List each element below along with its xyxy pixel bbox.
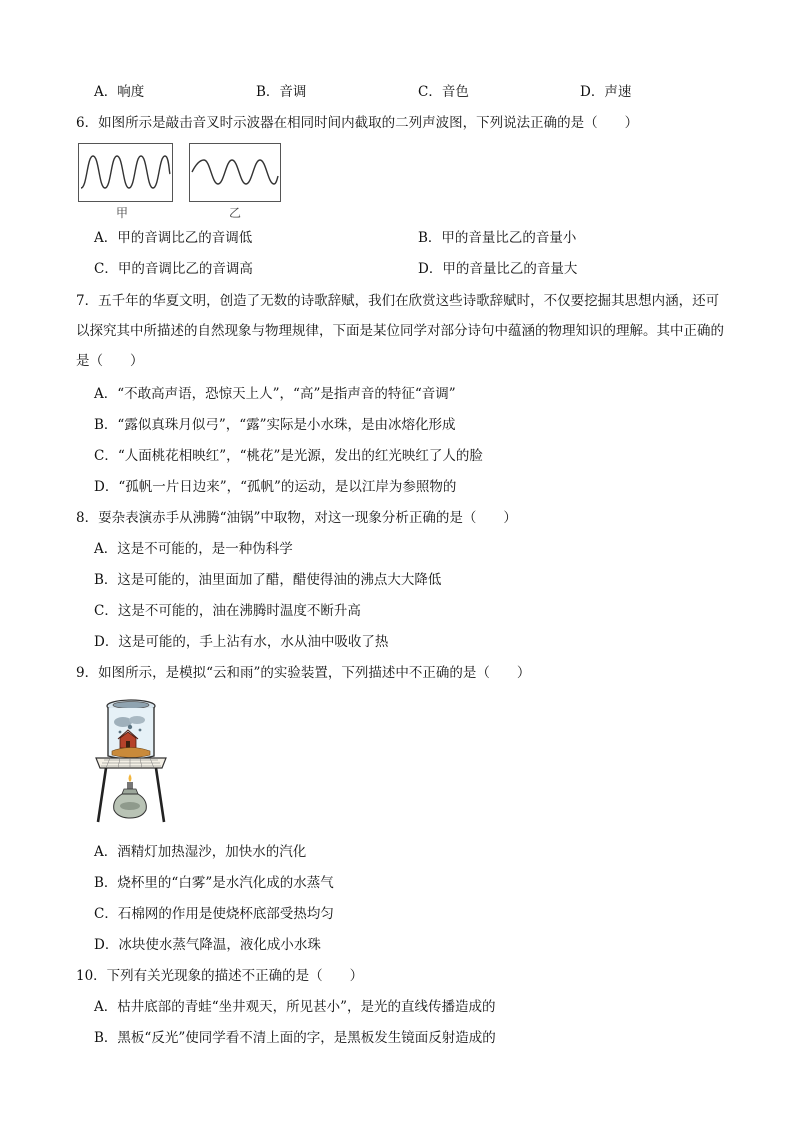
q8-option-d: D．这是可能的，手上沾有水，水从油中吸收了热 xyxy=(94,634,389,650)
q6-option-c: C．甲的音调比乙的音调高 xyxy=(94,261,253,277)
q6-option-d: D．甲的音量比乙的音量大 xyxy=(418,261,578,277)
waveform-jia-graph xyxy=(79,144,171,200)
waveform-jia-figure xyxy=(78,143,173,202)
q10-option-b: B．黑板“反光”使同学看不清上面的字，是黑板发生镜面反射造成的 xyxy=(94,1030,496,1046)
waveform-yi-figure xyxy=(189,143,281,202)
q7-option-c: C．“人面桃花相映红”，“桃花”是光源，发出的红光映红了人的脸 xyxy=(94,448,483,464)
waveform-jia-label: 甲 xyxy=(116,206,129,220)
q7-option-a: A．“不敢高声语，恐惊天上人”，“高”是指声音的特征“音调” xyxy=(94,386,456,402)
q6-stem: 6．如图所示是敲击音叉时示波器在相同时间内截取的二列声波图，下列说法正确的是（ ） xyxy=(76,115,639,131)
q8-option-a: A．这是不可能的，是一种伪科学 xyxy=(94,541,293,557)
q8-option-b: B．这是可能的，油里面加了醋，醋使得油的沸点大大降低 xyxy=(94,572,442,588)
waveform-yi-label: 乙 xyxy=(229,206,242,220)
q7-option-d: D．“孤帆一片日边来”，“孤帆”的运动，是以江岸为参照物的 xyxy=(94,479,457,495)
q5-option-d: D．声速 xyxy=(580,84,632,100)
q6-option-a: A．甲的音调比乙的音调低 xyxy=(94,230,253,246)
q9-option-b: B．烧杯里的“白雾”是水汽化成的水蒸气 xyxy=(94,875,334,891)
q9-option-d: D．冰块使水蒸气降温，液化成小水珠 xyxy=(94,937,321,953)
q5-option-b: B．音调 xyxy=(256,84,307,100)
q6-option-b: B．甲的音量比乙的音量小 xyxy=(418,230,577,246)
q8-stem: 8．耍杂表演赤手从沸腾“油锅”中取物，对这一现象分析正确的是（ ） xyxy=(76,510,517,526)
cloud-rain-apparatus-figure xyxy=(90,696,172,826)
waveform-yi-graph xyxy=(190,144,279,200)
q9-stem: 9．如图所示，是模拟“云和雨”的实验装置，下列描述中不正确的是（ ） xyxy=(76,665,531,681)
q9-option-c: C．石棉网的作用是使烧杯底部受热均匀 xyxy=(94,906,334,922)
q7-option-b: B．“露似真珠月似弓”，“露”实际是小水珠，是由冰熔化形成 xyxy=(94,417,456,433)
q9-option-a: A．酒精灯加热湿沙，加快水的汽化 xyxy=(94,844,307,860)
q10-stem: 10．下列有关光现象的描述不正确的是（ ） xyxy=(76,968,364,984)
q5-option-a: A．响度 xyxy=(94,84,145,100)
q5-option-c: C．音色 xyxy=(418,84,469,100)
q8-option-c: C．这是不可能的，油在沸腾时温度不断升高 xyxy=(94,603,361,619)
q10-option-a: A．枯井底部的青蛙“坐井观天，所见甚小”，是光的直线传播造成的 xyxy=(94,999,496,1015)
q7-stem: 7．五千年的华夏文明，创造了无数的诗歌辞赋，我们在欣赏这些诗歌辞赋时，不仅要挖掘其思想内涵，还可以探究其中所描述的自然现象与物理规律，下面是某位同学对部分诗句中蕴涵的物理知识的理解。其中正确的是（ ） xyxy=(76,293,724,369)
